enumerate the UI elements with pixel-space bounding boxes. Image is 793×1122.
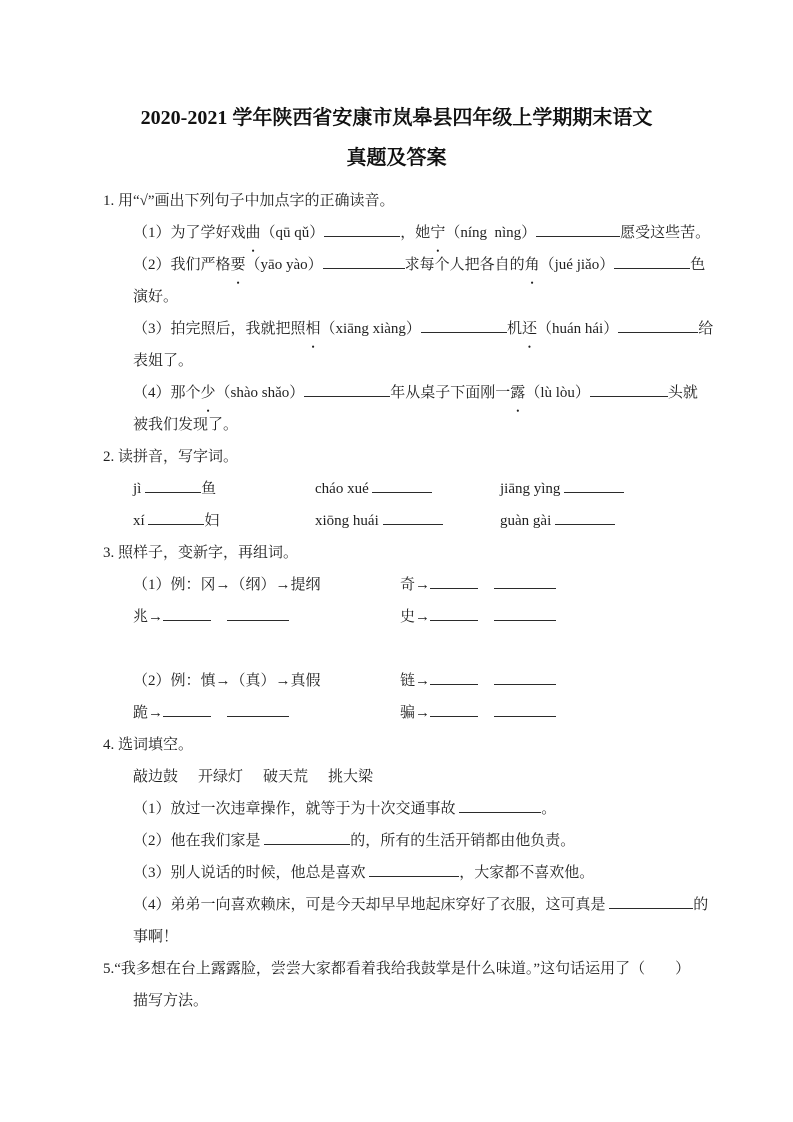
text-run: 敲边鼓 (133, 769, 179, 785)
text-run: （4）那个 (133, 385, 201, 401)
q3-part2-row-2 (103, 697, 707, 729)
text-run: 机 (506, 321, 522, 337)
text-run: 头就 (667, 385, 698, 401)
spacer (178, 780, 198, 781)
q1-header (103, 185, 707, 217)
text-run: （xiāng xiàng） (320, 321, 421, 337)
column (400, 569, 556, 601)
column (133, 473, 315, 505)
answer-blank (304, 383, 390, 397)
q1-item-3-cont (103, 345, 707, 377)
column (500, 473, 624, 505)
text-run: 鱼 (201, 481, 217, 497)
text-run: （2）我们严格 (133, 257, 231, 273)
text-run: 链→ (400, 673, 431, 689)
answer-blank (227, 703, 289, 717)
answer-blank (323, 255, 405, 269)
spacer (478, 620, 494, 621)
spacer (478, 716, 494, 717)
answer-blank (590, 383, 668, 397)
answer-blank (369, 863, 459, 877)
text-run: （níng nìng） (445, 225, 537, 241)
q4-item-1 (103, 793, 707, 825)
q1-item-4 (103, 377, 707, 409)
answer-blank (324, 223, 400, 237)
q3-section-gap (103, 633, 707, 665)
column (133, 601, 400, 633)
answer-blank (227, 607, 289, 621)
column (315, 505, 500, 537)
spacer (478, 684, 494, 685)
q3-part2-example-row (103, 665, 707, 697)
exam-title-line2: 真题及答案 (346, 147, 447, 169)
text-run: 骗→ (400, 705, 431, 721)
answer-blank (264, 831, 350, 845)
text-run: 兆→ (133, 609, 164, 625)
text-run: （huán hái） (536, 321, 619, 337)
text-run: 的 (693, 897, 709, 913)
text-run: 事啊！ (133, 929, 179, 945)
emphasized-char: 露 (510, 385, 526, 401)
text-run: ，大家都不喜欢他。 (459, 865, 595, 881)
q2-row-2 (103, 505, 707, 537)
answer-blank (494, 607, 556, 621)
text-run: （1）为了学好戏 (133, 225, 246, 241)
text-run: （qū qǔ） (260, 225, 325, 241)
column (400, 697, 556, 729)
text-run: 色 (690, 257, 706, 273)
text-run: 1. 用“√”画出下列句子中加点字的正确读音。 (103, 193, 395, 209)
q1-item-2 (103, 249, 707, 281)
text-run: （4）弟弟一向喜欢赖床，可是今天却早早地起床穿好了衣服，这可真是 (133, 897, 610, 913)
exam-title (0, 0, 793, 178)
text-run: （shào shǎo） (215, 385, 305, 401)
column (400, 665, 556, 697)
text-run: 破天荒 (263, 769, 309, 785)
column (400, 601, 556, 633)
answer-blank (430, 607, 478, 621)
emphasized-char: 少 (200, 385, 216, 401)
emphasized-char: 曲 (245, 225, 261, 241)
text-run: （lù lòu） (525, 385, 590, 401)
text-run: 描写方法。 (133, 993, 209, 1009)
column (500, 505, 615, 537)
text-run: 演好。 (133, 289, 179, 305)
q3-part1-example-row (103, 569, 707, 601)
answer-blank (430, 575, 478, 589)
text-run: cháo xué (315, 481, 373, 497)
text-run: 3. 照样子，变新字，再组词。 (103, 545, 299, 561)
text-run: （1）放过一次违章操作，就等于为十次交通事故 (133, 801, 460, 817)
column (133, 505, 315, 537)
column (315, 473, 500, 505)
text-run: 愿受这些苦。 (620, 225, 711, 241)
answer-blank (430, 671, 478, 685)
answer-blank (372, 479, 432, 493)
text-run: xiōng huái (315, 513, 383, 529)
text-run: （3）拍完照后，我就把照 (133, 321, 306, 337)
text-run: （2）他在我们家是 (133, 833, 265, 849)
q4-item-2 (103, 825, 707, 857)
text-run: ，她 (400, 225, 431, 241)
q4-word-bank (103, 761, 707, 793)
text-run: 妇 (204, 513, 220, 529)
text-run: （2）例：慎→（真）→真假 (133, 673, 321, 689)
text-run: jì (133, 481, 146, 497)
answer-blank (163, 607, 211, 621)
column (133, 665, 400, 697)
text-run: 史→ (400, 609, 431, 625)
q4-header (103, 729, 707, 761)
q4-item-4-cont (103, 921, 707, 953)
text-run: jiāng yìng (500, 481, 565, 497)
emphasized-char: 角 (524, 257, 540, 273)
text-run: 给 (698, 321, 714, 337)
q5-sentence-cont (103, 985, 707, 1017)
q3-part1-row-2 (103, 601, 707, 633)
q3-header (103, 537, 707, 569)
text-run: 年从桌子下面刚一 (390, 385, 511, 401)
answer-blank (421, 319, 507, 333)
text-run: 表姐了。 (133, 353, 194, 369)
text-run: 奇→ (400, 577, 431, 593)
answer-blank (459, 799, 541, 813)
answer-blank (618, 319, 698, 333)
answer-blank (564, 479, 624, 493)
text-run: 开绿灯 (198, 769, 244, 785)
q1-item-2-cont (103, 281, 707, 313)
emphasized-char: 要 (230, 257, 246, 273)
answer-blank (145, 479, 201, 493)
answer-blank (609, 895, 693, 909)
exam-body (0, 178, 793, 1017)
text-run: （3）别人说话的时候，他总是喜欢 (133, 865, 370, 881)
answer-blank (148, 511, 204, 525)
text-run: 被我们发现了。 (133, 417, 239, 433)
text-run: （1）例：冈→（纲）→提纲 (133, 577, 321, 593)
q1-item-1 (103, 217, 711, 249)
text-run: 跪→ (133, 705, 164, 721)
text-run: （jué jiǎo） (539, 257, 615, 273)
answer-blank (536, 223, 620, 237)
spacer (478, 588, 494, 589)
column (133, 569, 400, 601)
q1-item-4-cont (103, 409, 707, 441)
exam-title-line1: 2020-2021 学年陕西省安康市岚皋县四年级上学期期末语文 (140, 107, 653, 129)
q2-header (103, 441, 707, 473)
answer-blank (383, 511, 443, 525)
emphasized-char: 相 (305, 321, 321, 337)
answer-blank (614, 255, 690, 269)
text-run: xí (133, 513, 149, 529)
q4-item-4 (103, 889, 707, 921)
text-run: 。 (541, 801, 557, 817)
text-run: （yāo yào） (245, 257, 323, 273)
text-run: 5.“我多想在台上露露脸，尝尝大家都看着我给我鼓掌是什么味道。”这句话运用了（ ） (103, 961, 691, 977)
answer-blank (163, 703, 211, 717)
text-run: 求每个人把各自的 (404, 257, 525, 273)
text-run: 的，所有的生活开销都由他负责。 (350, 833, 576, 849)
spacer (308, 780, 328, 781)
text-run: 挑大梁 (328, 769, 374, 785)
text-run: 4. 选词填空。 (103, 737, 194, 753)
text-run: guàn gài (500, 513, 555, 529)
answer-blank (494, 575, 556, 589)
q5-sentence (103, 953, 707, 985)
answer-blank (494, 703, 556, 717)
q4-item-3 (103, 857, 707, 889)
q2-row-1 (103, 473, 707, 505)
spacer (211, 716, 227, 717)
spacer (243, 780, 263, 781)
q1-item-3 (103, 313, 714, 345)
answer-blank (430, 703, 478, 717)
emphasized-char: 还 (521, 321, 537, 337)
answer-blank (494, 671, 556, 685)
emphasized-char: 宁 (430, 225, 446, 241)
answer-blank (555, 511, 615, 525)
spacer (211, 620, 227, 621)
column (133, 697, 400, 729)
text-run: 2. 读拼音，写字词。 (103, 449, 239, 465)
